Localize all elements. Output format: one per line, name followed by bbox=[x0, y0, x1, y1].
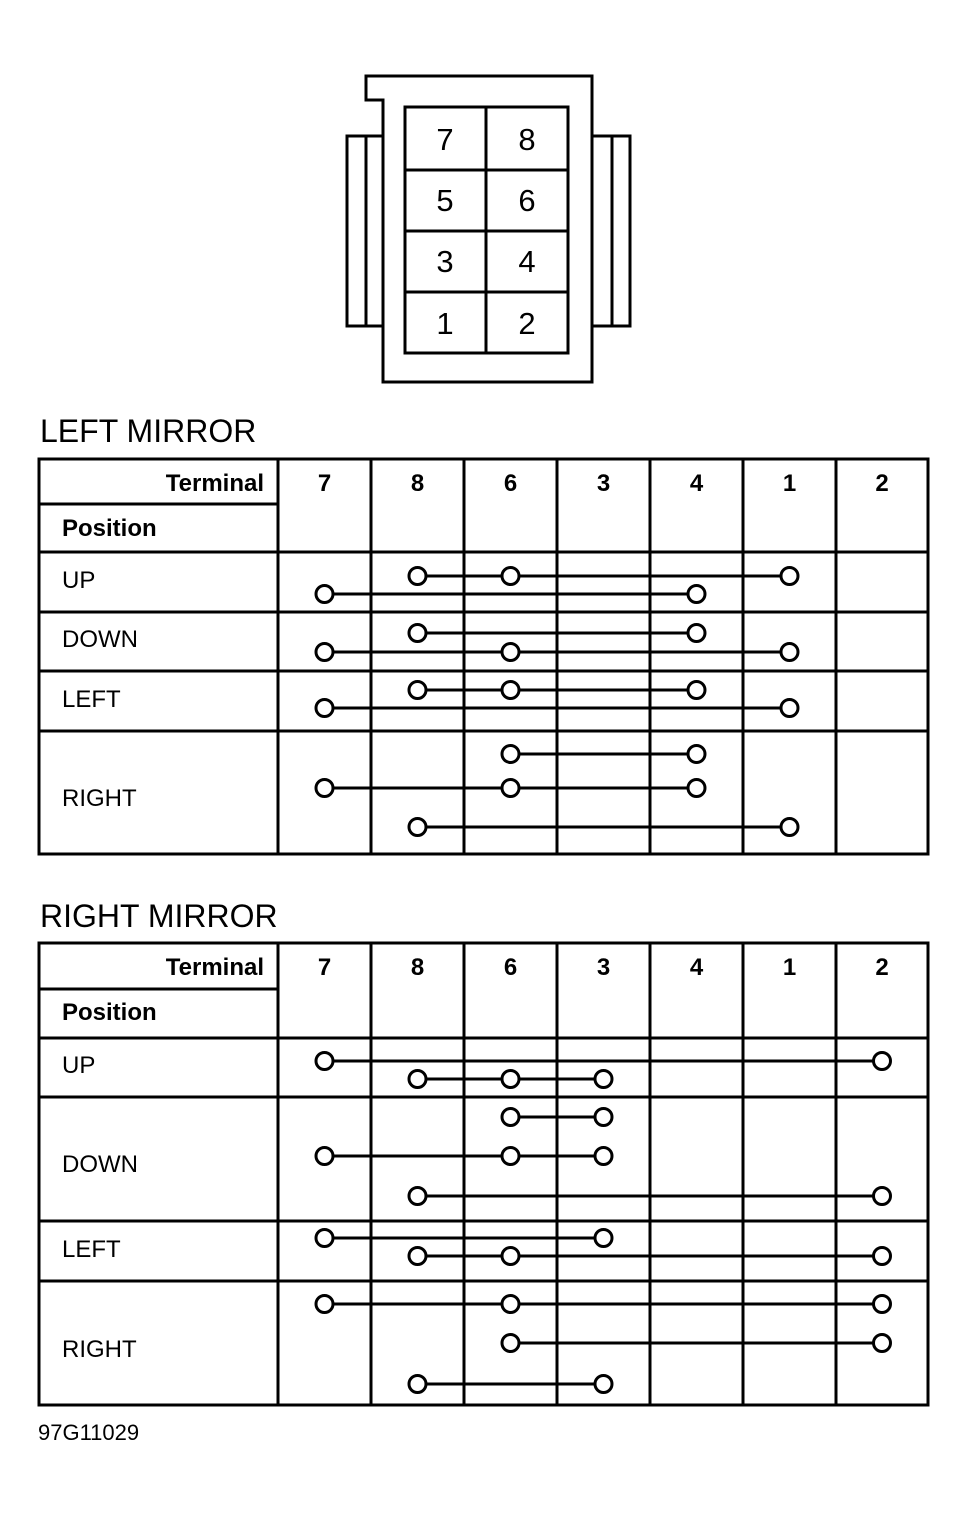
continuity-path bbox=[502, 1335, 891, 1352]
terminal-node bbox=[502, 746, 519, 763]
terminal-node bbox=[781, 700, 798, 717]
continuity-path bbox=[502, 746, 705, 763]
terminal-number: 7 bbox=[317, 954, 332, 981]
terminal-node bbox=[409, 1248, 426, 1265]
terminal-node bbox=[874, 1335, 891, 1352]
right-mirror-title: RIGHT MIRROR bbox=[40, 898, 278, 934]
terminal-node bbox=[409, 1071, 426, 1088]
position-label: UP bbox=[62, 567, 96, 594]
terminal-node bbox=[688, 682, 705, 699]
terminal-node bbox=[316, 780, 333, 797]
terminal-node bbox=[688, 586, 705, 603]
terminal-node bbox=[595, 1376, 612, 1393]
terminal-node bbox=[409, 819, 426, 836]
terminal-number: 8 bbox=[410, 954, 425, 981]
terminal-node bbox=[595, 1109, 612, 1126]
terminal-node bbox=[316, 1230, 333, 1247]
terminal-node bbox=[316, 1148, 333, 1165]
terminal-node bbox=[316, 1296, 333, 1313]
terminal-node bbox=[595, 1148, 612, 1165]
continuity-path bbox=[316, 586, 705, 603]
terminal-node bbox=[502, 1071, 519, 1088]
terminal-node bbox=[874, 1188, 891, 1205]
terminal-number: 1 bbox=[782, 470, 797, 497]
position-label: RIGHT bbox=[62, 785, 137, 812]
terminal-node bbox=[502, 1296, 519, 1313]
pin-label: 6 bbox=[518, 183, 536, 218]
terminal-number: 4 bbox=[689, 954, 704, 981]
left-mirror-title: LEFT MIRROR bbox=[40, 413, 257, 449]
continuity-path bbox=[316, 1296, 891, 1313]
position-label: DOWN bbox=[62, 1151, 138, 1178]
terminal-node bbox=[502, 1248, 519, 1265]
pin-label: 8 bbox=[518, 122, 536, 157]
position-label: UP bbox=[62, 1052, 96, 1079]
pin-label: 7 bbox=[436, 122, 454, 157]
pin-label: 2 bbox=[518, 306, 536, 341]
continuity-path bbox=[409, 819, 798, 836]
terminal-node bbox=[874, 1248, 891, 1265]
terminal-node bbox=[781, 819, 798, 836]
terminal-node bbox=[595, 1071, 612, 1088]
terminal-header-label: Terminal bbox=[165, 954, 264, 981]
terminal-node bbox=[316, 586, 333, 603]
terminal-node bbox=[409, 682, 426, 699]
terminal-node bbox=[688, 780, 705, 797]
pin-label: 4 bbox=[518, 244, 536, 279]
terminal-node bbox=[781, 644, 798, 661]
continuity-path bbox=[316, 1053, 891, 1070]
terminal-node bbox=[688, 746, 705, 763]
position-label: DOWN bbox=[62, 626, 138, 653]
terminal-node bbox=[502, 1109, 519, 1126]
terminal-number: 3 bbox=[596, 470, 611, 497]
terminal-number: 6 bbox=[503, 470, 518, 497]
pin-label: 1 bbox=[436, 306, 454, 341]
terminal-node bbox=[316, 700, 333, 717]
pin-label: 3 bbox=[436, 244, 454, 279]
continuity-path bbox=[316, 780, 705, 797]
terminal-number: 6 bbox=[503, 954, 518, 981]
terminal-number: 4 bbox=[689, 470, 704, 497]
terminal-node bbox=[409, 1376, 426, 1393]
position-label: LEFT bbox=[62, 686, 121, 713]
terminal-node bbox=[502, 780, 519, 797]
terminal-node bbox=[502, 682, 519, 699]
terminal-number: 7 bbox=[317, 470, 332, 497]
terminal-node bbox=[409, 625, 426, 642]
terminal-node bbox=[502, 1148, 519, 1165]
terminal-number: 3 bbox=[596, 954, 611, 981]
continuity-path bbox=[409, 1376, 612, 1393]
terminal-node bbox=[409, 1188, 426, 1205]
terminal-number: 1 bbox=[782, 954, 797, 981]
terminal-node bbox=[409, 568, 426, 585]
position-labels bbox=[62, 1052, 138, 1363]
connector-housing bbox=[366, 76, 592, 382]
terminal-header-label: Terminal bbox=[165, 470, 264, 497]
position-header-label: Position bbox=[62, 999, 157, 1026]
right-mirror-table bbox=[39, 898, 928, 1405]
terminal-node bbox=[502, 1335, 519, 1352]
terminal-number: 8 bbox=[410, 470, 425, 497]
position-label: RIGHT bbox=[62, 1336, 137, 1363]
position-label: LEFT bbox=[62, 1236, 121, 1263]
figure-code: 97G11029 bbox=[38, 1420, 140, 1445]
terminal-node bbox=[874, 1296, 891, 1313]
terminal-node bbox=[781, 568, 798, 585]
continuity-path bbox=[409, 568, 798, 585]
position-header-label: Position bbox=[62, 515, 157, 542]
terminal-node bbox=[595, 1230, 612, 1247]
pin-label: 5 bbox=[436, 183, 454, 218]
terminal-node bbox=[688, 625, 705, 642]
terminal-node bbox=[502, 568, 519, 585]
table-outline bbox=[39, 943, 928, 1405]
table-grid bbox=[39, 943, 928, 1405]
terminal-node bbox=[316, 644, 333, 661]
continuity-path bbox=[409, 1071, 612, 1088]
terminal-node bbox=[316, 1053, 333, 1070]
terminal-node bbox=[502, 644, 519, 661]
terminal-node bbox=[874, 1053, 891, 1070]
left-mirror-table bbox=[39, 413, 928, 854]
terminal-number: 2 bbox=[875, 470, 889, 497]
connector-face bbox=[347, 76, 630, 382]
position-labels bbox=[62, 567, 138, 812]
terminal-number: 2 bbox=[875, 954, 889, 981]
terminal-number-row bbox=[318, 954, 889, 981]
terminal-number-row bbox=[318, 470, 889, 497]
